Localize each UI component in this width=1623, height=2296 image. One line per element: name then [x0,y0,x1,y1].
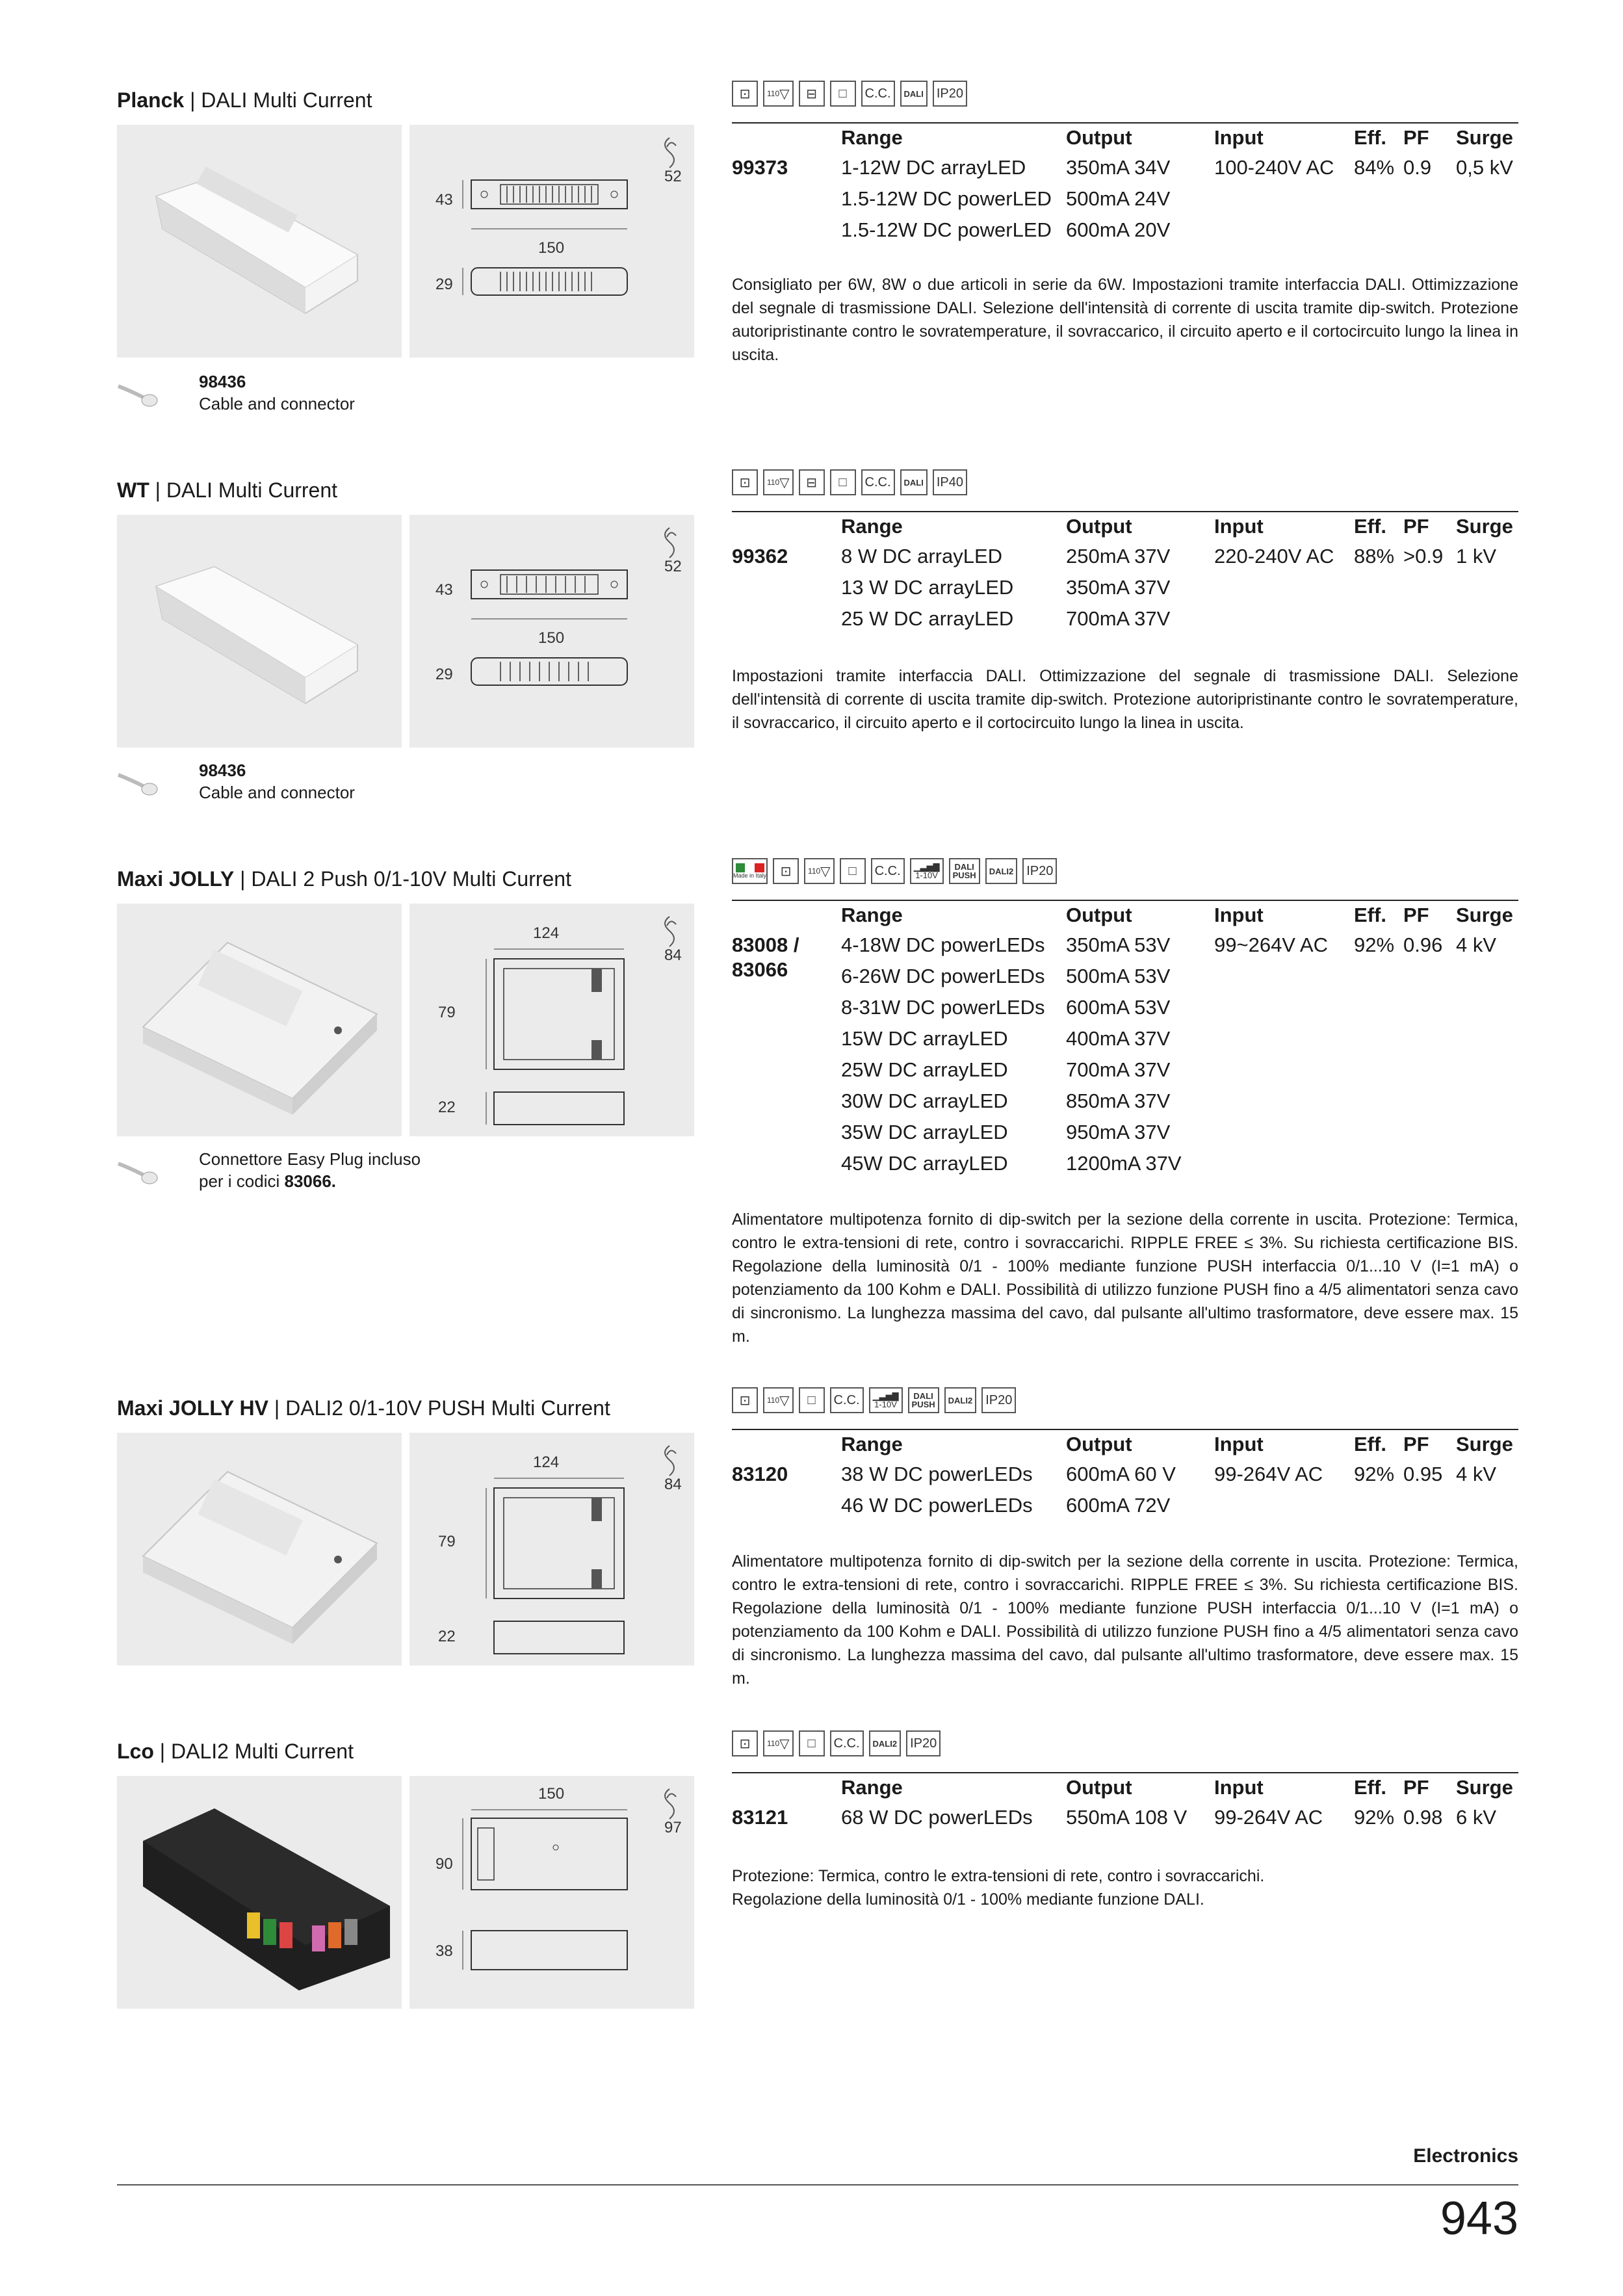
cc-icon: C.C. [830,1387,864,1413]
dim-depth: 29 [435,666,453,683]
dim-temp: 84 [664,1476,682,1493]
cc-icon: C.C. [830,1730,864,1756]
dim-height: 90 [435,1855,453,1873]
product-title: Planck | DALI Multi Current [117,88,372,112]
enc-icon: ⊟ [799,81,825,107]
col-output: Output [1066,126,1132,149]
dali-push-icon: DALI PUSH [908,1387,939,1413]
class-ii-icon: ⊡ [732,469,758,495]
dimension-drawing [409,1433,694,1665]
cable-code: 98436 [199,372,246,391]
cc-icon: C.C. [871,858,905,884]
dali2-icon: DALI2 [869,1730,902,1756]
col-surge: Surge [1456,126,1513,149]
certification-icons [732,858,1057,884]
footer-divider [117,2184,1518,2185]
dimming-icon: ▁▃▅▇ 1-10V [910,858,944,884]
dim-depth: 22 [438,1099,456,1116]
enc-icon: ⊟ [799,469,825,495]
cable-code: 83066. [284,1171,337,1191]
dim-width: 124 [533,1454,560,1471]
spec-table: Range Output Input Eff. PF Surge 83008 / 83066 4-18W DC powerLEDs 350mA 53V 99~264V AC 92% 0.96 4 kV 6-26W DC powerLEDs 500mA 53V 8-31W DC powerLEDs 600mA 53V 15W DC arrayLED 400mA 37V 25W DC arrayLED 700mA 37V 30W DC arrayLED 850mA 37V 35W DC arrayLED 950mA 37V 45W DC arrayLED 1200mA 37V [732,900,1518,1186]
spec-table: Range Output Input Eff. PF Surge 99373 1-12W DC arrayLED 350mA 34V 100-240V AC 84% 0.9 0,5 kV 1.5-12W DC powerLED 500mA 24V 1.5-12W DC powerLED 600mA 20V [732,122,1518,252]
col-eff: Eff. [1354,126,1386,149]
dali-icon: DALI [900,469,928,495]
cable-text: Cable and connector [199,394,355,413]
spec-table: Range Output Input Eff. PF Surge 83120 38 W DC powerLEDs 600mA 60 V 99-264V AC 92% 0.95 4 kV 46 W DC powerLEDs 600mA 72V [732,1429,1518,1533]
col-input: Input [1214,126,1264,149]
dim-width: 150 [538,629,565,647]
product-code: 83066 [732,958,788,981]
temp-icon: 110 ▽ [763,81,794,107]
cable-icon [117,763,162,802]
cable-code: 98436 [199,761,246,780]
product-title: Lco | DALI2 Multi Current [117,1740,354,1763]
ip-icon: IP20 [981,1387,1016,1413]
dim-temp: 84 [664,946,682,964]
dim-width: 150 [538,239,565,257]
ip-icon: IP40 [933,469,967,495]
dimension-drawing [409,515,694,748]
temp-icon: 110 ▽ [804,858,835,884]
certification-icons [732,1387,1016,1413]
ip-icon: IP20 [906,1730,941,1756]
cable-text: Cable and connector [199,783,355,802]
product-title: Maxi JOLLY HV | DALI2 0/1-10V PUSH Multi Current [117,1396,610,1420]
certification-icons [732,81,967,107]
product-description: Alimentatore multipotenza fornito di dip-switch per la sezione della corrente in uscita. Protezione: Termica, contro le extra-tensioni di rete, contro i sovraccarichi. RIPPLE FREE ≤ 3%. Su richiesta certificazione BIS. Regolazione della luminosità 0/1 - 100% mediante funzione PUSH interfaccia 0/1...10 V (I=1 mA) o potenziamento da 100 Kohm e DALI. Possibilità di utilizzo funzione PUSH fino a 4/5 alimentatori senza cavo di sincronismo. La lunghezza massima del cavo, dal pulsante all'ultimo trasformatore, deve essere max. 15 m. [732,1552,1518,1688]
temp-icon: 110 ▽ [763,1387,794,1413]
product-code: 99362 [732,545,788,567]
cable-icon [117,374,162,413]
product-code: 83121 [732,1806,788,1829]
product-photo [117,904,402,1136]
dim-depth: 22 [438,1628,456,1645]
certification-icons [732,469,967,495]
class-ii-icon: ⊡ [732,1730,758,1756]
square-icon: □ [799,1387,825,1413]
product-description: Alimentatore multipotenza fornito di dip-switch per la sezione della corrente in uscita. Protezione: Termica, contro le extra-tensioni di rete, contro i sovraccarichi. RIPPLE FREE ≤ 3%. Su richiesta certificazione BIS. Regolazione della luminosità 0/1 - 100% mediante funzione PUSH interfaccia 0/1...10 V (I=1 mA) o potenziamento da 100 Kohm e DALI. Possibilità di utilizzo funzione PUSH fino a 4/5 alimentatori senza cavo di sincronismo. La lunghezza massima del cavo, dal pulsante all'ultimo trasformatore, deve essere max. 15 m. [732,1210,1518,1346]
page-number: 943 [1440,2193,1518,2245]
square-icon: □ [799,1730,825,1756]
cable-text: Connettore Easy Plug incluso [199,1149,421,1169]
spec-table: Range Output Input Eff. PF Surge 83121 68 W DC powerLEDs 550mA 108 V 99-264V AC 92% 0.98 6 kV [732,1772,1518,1844]
dimension-drawing [409,1776,694,2009]
dim-temp: 52 [664,558,682,575]
product-photo [117,125,402,358]
ip-icon: IP20 [933,81,967,107]
dim-width: 150 [538,1785,565,1803]
class-ii-icon: ⊡ [732,1387,758,1413]
cc-icon: C.C. [861,81,895,107]
product-photo [117,515,402,748]
dimension-drawing [409,904,694,1136]
dali2-icon: DALI2 [985,858,1018,884]
ip-icon: IP20 [1022,858,1057,884]
product-description: Protezione: Termica, contro le extra-tensioni di rete, contro i sovraccarichi. Regolazione della luminosità 0/1 - 100% mediante funzione DALI. [732,1867,1265,1909]
square-icon: □ [830,81,856,107]
dim-temp: 52 [664,168,682,185]
dim-height: 79 [438,1533,456,1550]
made-in-italy-icon: Made in Italy [732,858,768,884]
square-icon: □ [840,858,866,884]
dimension-drawing [409,125,694,358]
cc-icon: C.C. [861,469,895,495]
certification-icons [732,1730,941,1756]
col-range: Range [841,126,903,149]
product-description: Impostazioni tramite interfaccia DALI. Ottimizzazione del segnale di trasmissione DALI. Selezione dell'intensità di corrente di uscita tramite dip-switch. Protezione autoripristinante contro le sovratemperature, il sovraccarico, il circuito aperto e il cortocircuito lungo la linea in uscita. [732,667,1518,732]
col-pf: PF [1403,126,1429,149]
product-photo [117,1433,402,1665]
dali-push-icon: DALI PUSH [949,858,980,884]
dim-height: 43 [435,581,453,599]
product-photo [117,1776,402,2009]
section-title: Electronics [1413,2145,1518,2167]
dim-height: 79 [438,1004,456,1021]
product-code: 83120 [732,1463,788,1485]
product-code: 99373 [732,156,788,179]
dim-height: 43 [435,191,453,209]
dim-depth: 38 [435,1942,453,1960]
class-ii-icon: ⊡ [773,858,799,884]
square-icon: □ [830,469,856,495]
product-description: Consigliato per 6W, 8W o due articoli in serie da 6W. Impostazioni tramite interfaccia DALI. Ottimizzazione del segnale di trasmissione DALI. Selezione dell'intensità di corrente di uscita tramite dip-switch. Protezione autoripristinante contro le sovratemperature, il sovraccarico, il circuito aperto e il cortocircuito lungo la linea in uscita. [732,276,1518,364]
product-title: Maxi JOLLY | DALI 2 Push 0/1-10V Multi Current [117,867,571,891]
spec-table: Range Output Input Eff. PF Surge 99362 8 W DC arrayLED 250mA 37V 220-240V AC 88% >0.9 1 kV 13 W DC arrayLED 350mA 37V 25 W DC arrayLED 700mA 37V [732,511,1518,641]
dim-depth: 29 [435,276,453,293]
cable-icon [117,1152,162,1191]
temp-icon: 110 ▽ [763,1730,794,1756]
dim-temp: 97 [664,1819,682,1836]
class-ii-icon: ⊡ [732,81,758,107]
product-title: WT | DALI Multi Current [117,478,338,502]
dim-width: 124 [533,924,560,942]
dali2-icon: DALI2 [944,1387,977,1413]
product-code: 83008 / [732,933,799,956]
dimming-icon: ▁▃▅▇ 1-10V [869,1387,903,1413]
dali-icon: DALI [900,81,928,107]
temp-icon: 110 ▽ [763,469,794,495]
